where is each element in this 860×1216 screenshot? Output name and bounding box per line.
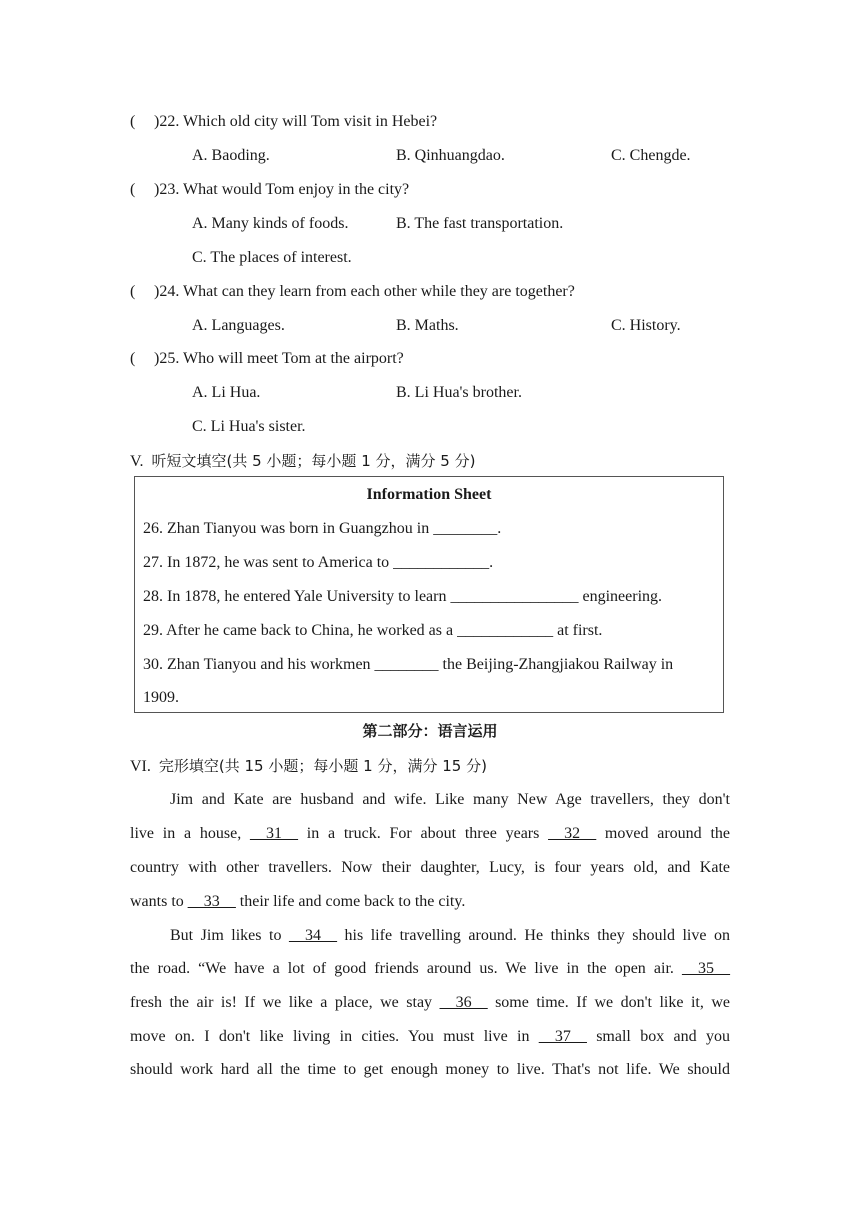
info-line-27: 27. In 1872, he was sent to America to ____________. xyxy=(143,554,494,571)
section-number: V. xyxy=(130,453,144,470)
option-24a: A. Languages. xyxy=(192,317,285,334)
passage-line: should work hard all the time to get enough money to live. That's not life. We should xyxy=(130,1061,730,1078)
passage-line: move on. I don't like living in cities. You must live in __37__ small box and you xyxy=(130,1028,731,1045)
info-sheet-title: Information Sheet xyxy=(366,486,492,503)
option-25a: A. Li Hua. xyxy=(192,384,261,401)
option-22a: A. Baoding. xyxy=(192,147,270,164)
option-24c: C. History. xyxy=(611,317,681,334)
section-v-heading xyxy=(130,451,475,472)
answer-bracket-close: ) xyxy=(154,181,160,198)
passage-line: the road. “We have a lot of good friends around us. We live in the open air. __35__ xyxy=(130,960,730,977)
option-25b: B. Li Hua's brother. xyxy=(396,384,522,401)
section-vi-heading xyxy=(130,756,487,777)
info-line-26: 26. Zhan Tianyou was born in Guangzhou in ________. xyxy=(143,520,502,537)
passage-line: live in a house, __31__ in a truck. For about three years __32__ moved around the xyxy=(130,825,730,842)
option-23a: A. Many kinds of foods. xyxy=(192,215,349,232)
info-line-28: 28. In 1878, he entered Yale University to learn ________________ engineering. xyxy=(143,588,663,605)
blank-37: __37__ xyxy=(538,1028,587,1045)
passage-line: But Jim likes to __34__ his life travelling around. He thinks they should live on xyxy=(170,927,731,944)
option-23c: C. The places of interest. xyxy=(192,249,352,266)
blank-33: __33__ xyxy=(187,893,236,910)
info-line-30-cont: 1909. xyxy=(143,689,179,706)
answer-bracket-open: ( xyxy=(130,113,136,130)
question-stem: 23. What would Tom enjoy in the city? xyxy=(159,181,410,198)
option-25c: C. Li Hua's sister. xyxy=(192,418,306,435)
blank-31: __31__ xyxy=(249,825,298,842)
blank-35: __35__ xyxy=(682,960,730,977)
question-25 xyxy=(130,349,404,369)
answer-bracket-open: ( xyxy=(130,181,136,198)
blank-36: __36__ xyxy=(439,994,488,1011)
option-22c: C. Chengde. xyxy=(611,147,691,164)
answer-bracket-open: ( xyxy=(130,283,136,300)
section-title: 完形填空(共 15 小题；每小题 1 分，满分 15 分) xyxy=(158,757,487,775)
blank-34: __34__ xyxy=(289,927,338,944)
passage-line: country with other travellers. Now their daughter, Lucy, is four years old, and Kate xyxy=(130,859,730,876)
question-stem: 22. Which old city will Tom visit in Hebei? xyxy=(159,113,438,130)
option-23b: B. The fast transportation. xyxy=(396,215,564,232)
question-23 xyxy=(130,180,409,200)
passage-line: Jim and Kate are husband and wife. Like many New Age travellers, they don't xyxy=(170,791,730,808)
answer-bracket-close: ) xyxy=(154,283,160,300)
option-22b: B. Qinhuangdao. xyxy=(396,147,505,164)
answer-bracket-close: ) xyxy=(154,113,160,130)
option-24b: B. Maths. xyxy=(396,317,459,334)
question-22 xyxy=(130,112,437,132)
passage-line: fresh the air is! If we like a place, we stay __36__ some time. If we don't like it, we xyxy=(130,994,730,1011)
information-sheet xyxy=(134,476,724,713)
blank-32: __32__ xyxy=(548,825,597,842)
passage-line: wants to __33__ their life and come back to the city. xyxy=(130,893,466,910)
info-line-30: 30. Zhan Tianyou and his workmen ________ the Beijing-Zhangjiakou Railway in xyxy=(143,656,674,673)
question-stem: 24. What can they learn from each other while they are together? xyxy=(159,283,575,300)
answer-bracket-open: ( xyxy=(130,350,136,367)
question-24 xyxy=(130,282,575,302)
info-line-29: 29. After he came back to China, he worked as a ____________ at first. xyxy=(143,622,603,639)
section-number: VI. xyxy=(130,758,151,775)
part-two-heading: 第二部分：语言运用 xyxy=(362,722,498,740)
answer-bracket-close: ) xyxy=(154,350,160,367)
section-title: 听短文填空(共 5 小题；每小题 1 分，满分 5 分) xyxy=(151,452,476,470)
question-stem: 25. Who will meet Tom at the airport? xyxy=(159,350,404,367)
